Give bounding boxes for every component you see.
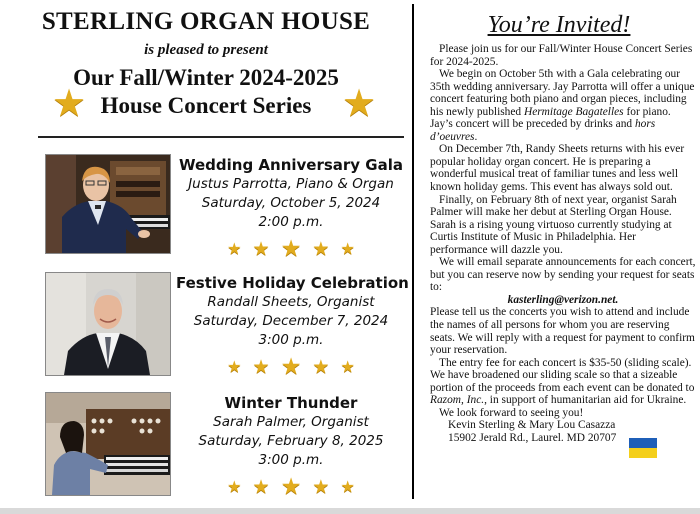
event-title: Wedding Anniversary Gala [178, 156, 404, 174]
star-icon: ★ [312, 237, 330, 260]
event-date: Saturday, December 7, 2024 [193, 313, 389, 329]
event-3-details [176, 394, 406, 498]
event-title: Winter Thunder [224, 394, 358, 412]
star-rating-row [176, 475, 406, 498]
paragraph-closing: We look forward to seeing you! [439, 406, 584, 419]
star-icon: ★ [227, 238, 242, 258]
email-address-link[interactable]: kasterling@verizon.net. [507, 293, 619, 306]
flyer-title: STERLING ORGAN HOUSE [41, 8, 371, 35]
star-icon: ★ [312, 355, 330, 378]
paragraph-december: On December 7th, Randy Sheets returns with his ever popular holiday organ concert. He is preparing a wonderful musical treat of familiar tunes and less well known holiday gems. This event has always sold out. [430, 143, 685, 194]
star-icon: ★ [280, 353, 302, 380]
star-rating-row [176, 355, 406, 378]
star-icon: ★ [227, 356, 242, 376]
paragraph-intro: Please join us for our Fall/Winter House Concert Series for 2024-2025. [430, 43, 693, 68]
event-time: 3:00 p.m. [258, 452, 324, 468]
flag-blue-stripe [629, 438, 657, 448]
star-icon: ★ [312, 475, 330, 498]
star-rating-row [176, 237, 406, 260]
paragraph-february: Finally, on February 8th of next year, organist Sarah Palmer will make her debut at Sterling Organ House. Sarah is a rising young virtuoso currently studying at Curtis Institute of Music in Philadelphia. Her performance will dazzle you. [430, 193, 677, 256]
star-icon: ★ [342, 81, 377, 125]
paragraph-october: We begin on October 5th with a Gala celebrating our 35th wedding anniversary. Jay Parrotta will offer a unique concert featuring both piano and organ pieces, including his newly published Hermitage Bagatelles for piano. Jay’s concert will be preceded by drinks and hors d’oeuvres. [430, 68, 695, 143]
event-performer: Justus Parrotta, Piano & Organ [188, 176, 394, 192]
star-icon: ★ [52, 81, 87, 125]
event-date: Saturday, October 5, 2024 [201, 195, 381, 211]
signature-address: 15902 Jerald Rd., Laurel. MD 20707 [448, 431, 617, 444]
star-icon: ★ [252, 237, 270, 260]
event-performer: Randall Sheets, Organist [207, 294, 375, 310]
event-date: Saturday, February 8, 2025 [198, 433, 384, 449]
event-time: 2:00 p.m. [258, 214, 324, 230]
flyer-subtitle: is pleased to present [144, 42, 268, 58]
flag-yellow-stripe [629, 448, 657, 458]
invitation-body [430, 43, 696, 445]
bottom-edge [0, 508, 700, 514]
signature-names: Kevin Sterling & Mary Lou Casazza [448, 419, 616, 432]
star-icon: ★ [340, 238, 355, 258]
star-icon: ★ [227, 476, 242, 496]
event-performer: Sarah Palmer, Organist [213, 414, 369, 430]
star-icon: ★ [280, 235, 302, 262]
event-2-photo [45, 272, 171, 376]
paragraph-fees: The entry fee for each concert is $35-50 (sliding scale). We have broadened our sliding scale so that a sizeable portion of the proceeds from each event can be donated to Razom, Inc., in support of humanitarian aid for Ukraine. [430, 356, 695, 407]
paragraph-instructions: Please tell us the concerts you wish to attend and include the names of all persons for whom you are reserving seats. We will reply with a request for payment to confirm your reservation. [430, 306, 695, 357]
event-title: Festive Holiday Celebration [176, 274, 409, 292]
event-3-photo [45, 392, 171, 496]
portrait-photo-organist-icon [46, 155, 170, 253]
star-icon: ★ [280, 473, 302, 500]
event-1-photo [45, 154, 171, 254]
header-rule [38, 136, 404, 138]
event-time: 3:00 p.m. [258, 332, 324, 348]
star-icon: ★ [252, 355, 270, 378]
event-1-details [176, 156, 406, 260]
event-2-details [176, 274, 409, 380]
paragraph-reservations: We will email separate announcements for each concert, but you can reserve now by sending your request for seats to: [430, 256, 696, 294]
star-icon: ★ [340, 356, 355, 376]
invitation-heading: You’re Invited! [487, 12, 631, 38]
photo-woman-organ-icon [46, 393, 170, 495]
star-icon: ★ [252, 475, 270, 498]
ukraine-flag-icon [629, 438, 657, 458]
star-icon: ★ [340, 476, 355, 496]
series-title-line2: House Concert Series [100, 93, 312, 118]
vertical-divider [412, 4, 414, 499]
series-title-line1: Our Fall/Winter 2024-2025 [73, 65, 339, 90]
portrait-photo-man-icon [46, 273, 170, 375]
